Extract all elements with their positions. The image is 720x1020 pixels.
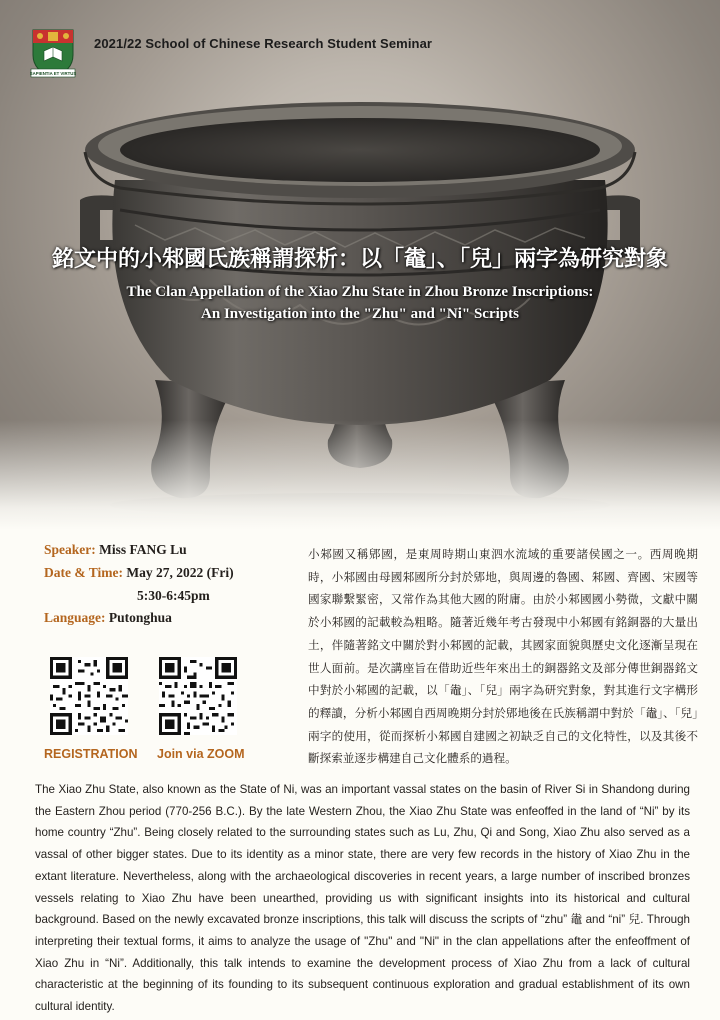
language-row — [44, 610, 172, 626]
abstract-chinese: 小邾國又稱郳國，是東周時期山東泗水流域的重要諸侯國之一。西周晚期時，小邾國由母國邾國所分封於郳地，與周邊的魯國、邾國、齊國、宋國等國家聯繫緊密，又常作為其他大國的附庸。由於小邾國國小勢微，文獻中關於小邾國的記載較為粗略。隨著近幾年考古發現中小邾國有銘銅器的大量出土，伴隨著銘文中關於對小邾國的記載，其國家面貌與歷史文化逐漸呈現在世人面前。是次講座旨在借助近些年來出土的銅器銘文及部分傳世銅器銘文中對於小邾國的記載，以「鼄」、「兒」兩字為研究對象，對其進行文字構形的釋讀，分析小邾國自西周晚期分封於郳地後在氏族稱謂中對於「鼄」、「兒」兩字的使用，從而探析小邾國自建國之初缺乏自己的文化特性，以及其後不斷探索並逐步構建自己文化體系的過程。 — [308, 548, 698, 766]
language-label: Language: — [44, 610, 106, 625]
logo-motto: SAPIENTIA ET VIRTUS — [30, 71, 76, 76]
speaker-value: Miss FANG Lu — [99, 542, 187, 557]
datetime-row — [44, 565, 234, 581]
zoom-label[interactable]: Join via ZOOM — [157, 747, 245, 761]
title-english-line1: The Clan Appellation of the Xiao Zhu State in Zhou Bronze Inscriptions: — [126, 284, 594, 300]
hero-fade — [0, 420, 720, 530]
title-english-line2: An Investigation into the "Zhu" and "Ni" Scripts — [201, 306, 519, 322]
registration-label[interactable]: REGISTRATION — [44, 747, 138, 761]
time-row — [137, 588, 210, 604]
abstract-english: The Xiao Zhu State, also known as the State of Ni, was an important vassal states on the basin of River Si in Shandong during the Eastern Zhou period (770-256 B.C.). By the late Western Zhou, the Xiao Zhu State was enfeoffed in the land of “Ni” by its home country “Zhu”. Being closely related to the surrounding states such as Lu, Zhu, Qi and Song, Xiao Zhu also served as a vassal of other bigger states. Due to its identity as a minor state, there are very few records in the history of Xiao Zhu in the extant literature. Nevertheless, along with the archaeological discoveries in recent years, a large number of inscribed bronzes vessels relating to Xiao Zhu have been unearthed, providing us with significant insights into its historical and cultural background. Based on the newly excavated bronze inscriptions, this talk will discuss the scripts of “zhu” 鼄 and “ni” 兒. Through interpreting their textual forms, it aims to analyze the usage of "Zhu" and "Ni" in the clan appellations after the enfeoffment of Xiao Zhu in “Ni”. Additionally, this talk intends to examine the development process of Xiao Zhu from a lack of cultural characteristic at the beginning of its founding to its subsequent continuous exploration and gradual establishment of its own cultural identity. — [35, 783, 690, 1014]
speaker-label: Speaker: — [44, 542, 96, 557]
title-chinese: 銘文中的小邾國氏族稱謂探析：以「鼄」、「兒」兩字為研究對象 — [51, 246, 668, 271]
speaker-row — [44, 542, 187, 558]
university-crest-logo — [30, 27, 76, 79]
date-value: May 27, 2022 (Fri) — [126, 565, 234, 580]
registration-qr-code-icon[interactable] — [50, 657, 128, 735]
zoom-qr-code-icon[interactable] — [159, 657, 237, 735]
seminar-title: 2021/22 School of Chinese Research Student Seminar — [94, 36, 433, 51]
time-value: 5:30-6:45pm — [137, 588, 210, 603]
language-value: Putonghua — [108, 610, 172, 625]
datetime-label: Date & Time: — [44, 565, 123, 580]
